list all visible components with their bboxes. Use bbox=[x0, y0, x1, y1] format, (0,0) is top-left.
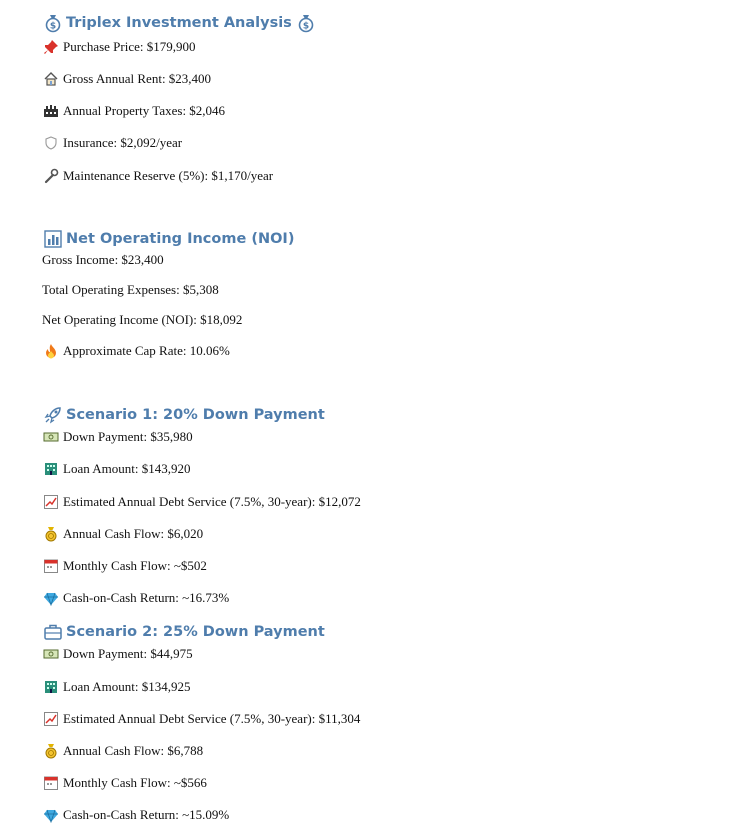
briefcase-icon bbox=[43, 622, 63, 642]
section-title-triplex bbox=[43, 11, 316, 35]
calendar-icon bbox=[42, 558, 59, 574]
list-item: Monthly Cash Flow: ~$566 bbox=[42, 774, 207, 792]
list-item: Maintenance Reserve (5%): $1,170/year bbox=[42, 167, 273, 185]
list-item: Approximate Cap Rate: 10.06% bbox=[42, 342, 230, 360]
chart-up-icon bbox=[42, 711, 59, 727]
svg-text:$: $ bbox=[302, 21, 309, 32]
list-item: Net Operating Income (NOI): $18,092 bbox=[42, 312, 243, 327]
rocket-icon bbox=[43, 405, 63, 425]
section-title-scenario-2 bbox=[43, 620, 325, 644]
section-title-scenario-1 bbox=[43, 403, 325, 427]
money-bag-icon bbox=[296, 13, 316, 33]
pushpin-icon bbox=[42, 39, 59, 55]
list-item: Purchase Price: $179,900 bbox=[42, 38, 196, 56]
bank-icon bbox=[42, 679, 59, 695]
list-item: Down Payment: $35,980 bbox=[42, 428, 193, 446]
diamond-icon bbox=[42, 590, 59, 606]
bank-icon bbox=[42, 461, 59, 477]
building-icon bbox=[42, 103, 59, 119]
calendar-icon bbox=[42, 775, 59, 791]
list-item: Gross Annual Rent: $23,400 bbox=[42, 70, 211, 88]
chart-up-icon bbox=[42, 494, 59, 510]
section-title-text: Scenario 2: 25% Down Payment bbox=[66, 624, 325, 640]
shield-icon bbox=[42, 135, 59, 151]
section-title-text: Triplex Investment Analysis bbox=[66, 15, 292, 31]
list-item: Cash-on-Cash Return: ~16.73% bbox=[42, 589, 229, 607]
list-item: Annual Property Taxes: $2,046 bbox=[42, 102, 225, 120]
list-item: Estimated Annual Debt Service (7.5%, 30-year): $12,072 bbox=[42, 493, 361, 511]
fire-icon bbox=[42, 343, 59, 359]
list-item: Annual Cash Flow: $6,788 bbox=[42, 742, 203, 760]
section-title-text: Net Operating Income (NOI) bbox=[66, 231, 295, 247]
house-icon bbox=[42, 71, 59, 87]
money-bag-icon bbox=[43, 13, 63, 33]
bar-chart-icon bbox=[43, 229, 63, 249]
dollar-bill-icon bbox=[42, 646, 59, 662]
list-item: Loan Amount: $134,925 bbox=[42, 678, 190, 696]
wrench-icon bbox=[42, 168, 59, 184]
list-item: Total Operating Expenses: $5,308 bbox=[42, 282, 219, 297]
svg-text:$: $ bbox=[49, 21, 57, 32]
section-title-text: Scenario 1: 20% Down Payment bbox=[66, 407, 325, 423]
diamond-icon bbox=[42, 807, 59, 823]
gold-medal-icon bbox=[42, 526, 59, 542]
dollar-bill-icon bbox=[42, 429, 59, 445]
section-title-noi bbox=[43, 227, 294, 251]
gold-medal-icon bbox=[42, 743, 59, 759]
list-item: Monthly Cash Flow: ~$502 bbox=[42, 557, 207, 575]
list-item: Estimated Annual Debt Service (7.5%, 30-year): $11,304 bbox=[42, 710, 360, 728]
list-item: Loan Amount: $143,920 bbox=[42, 460, 190, 478]
list-item: Gross Income: $23,400 bbox=[42, 252, 164, 267]
list-item: Down Payment: $44,975 bbox=[42, 645, 193, 663]
list-item: Insurance: $2,092/year bbox=[42, 134, 182, 152]
list-item: Cash-on-Cash Return: ~15.09% bbox=[42, 806, 229, 824]
list-item: Annual Cash Flow: $6,020 bbox=[42, 525, 203, 543]
